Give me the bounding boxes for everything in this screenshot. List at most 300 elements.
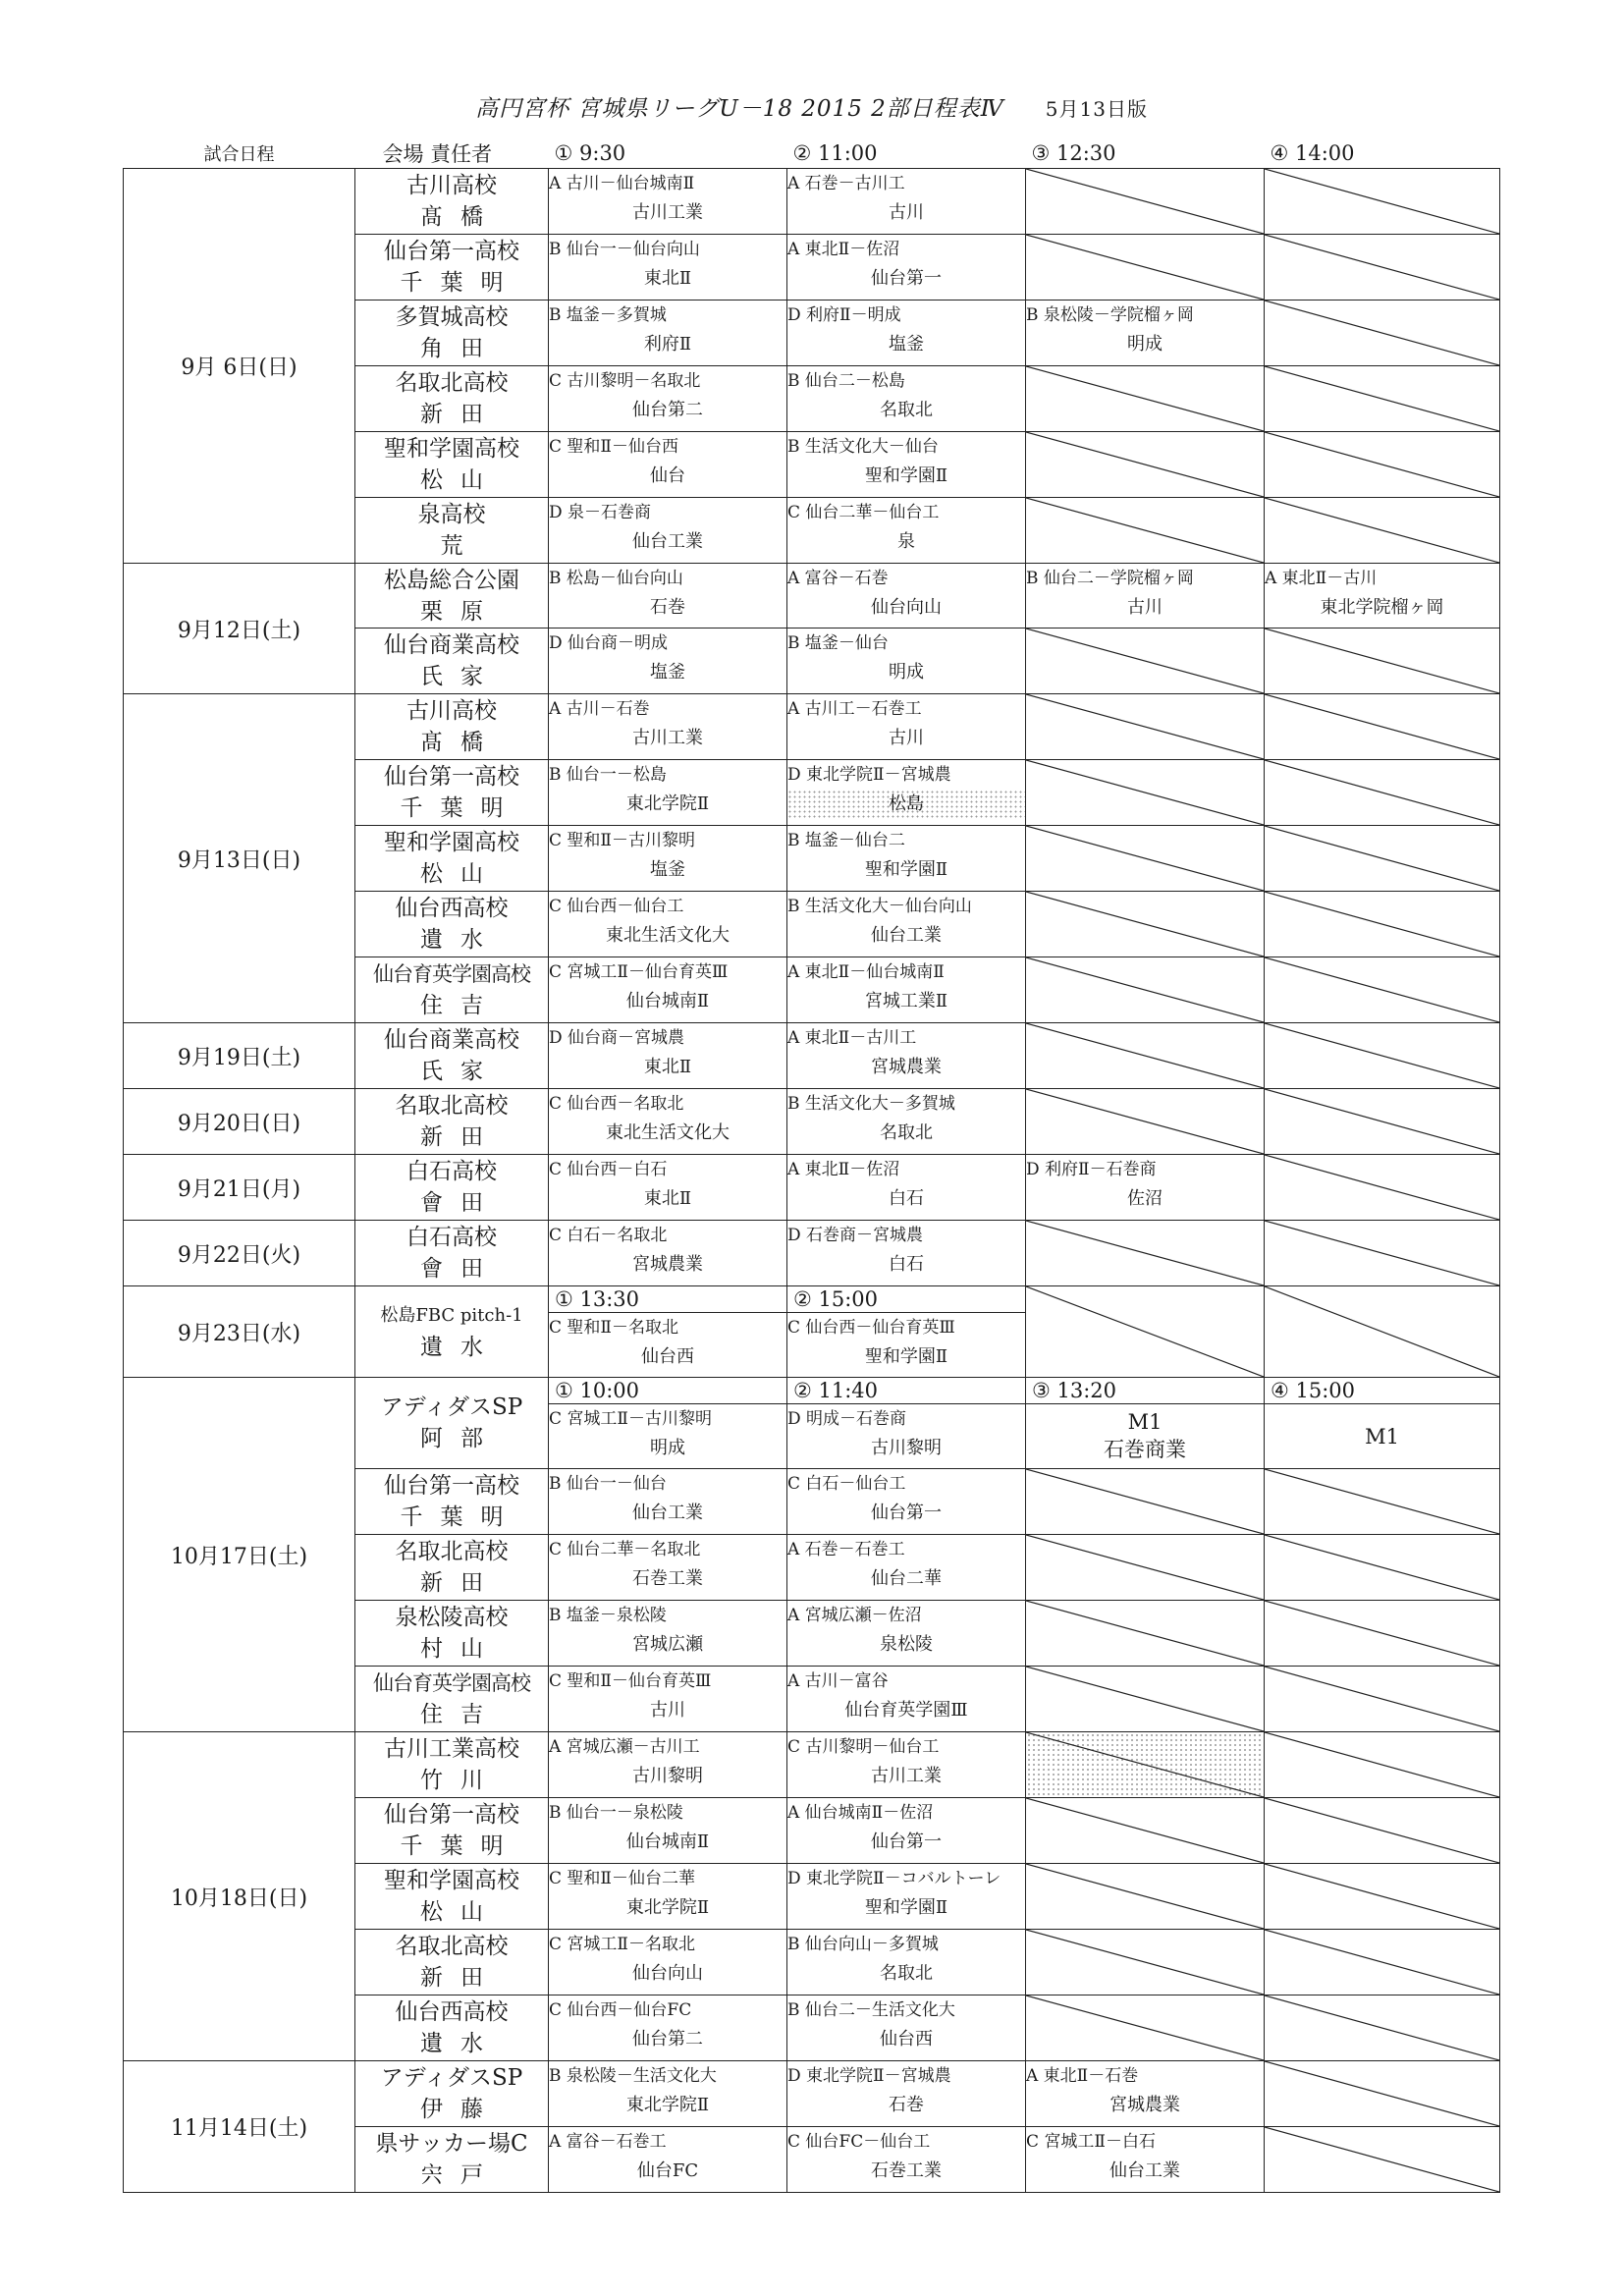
match-pairing: D 仙台商－宮城農 [549,1028,685,1048]
match-pairing: B 泉松陵－生活文化大 [549,2066,717,2086]
venue-name: 聖和学園高校 [384,1868,519,1893]
venue-manager: 伊藤 [420,2097,501,2122]
match-cell [549,1469,787,1535]
match-pairing: A 東北Ⅱ－仙台城南Ⅱ [787,962,945,982]
match-cell [1026,1404,1265,1469]
slot-time: ④ 15:00 [1265,1378,1500,1404]
match-cell [787,1864,1026,1930]
venue-row [124,169,1500,235]
venue-name: 仙台商業高校 [384,632,519,658]
match-pairing: D 泉－石巻商 [549,503,652,522]
match-pairing: B 仙台一－仙台 [549,1474,667,1494]
match-pairing: B 塩釜－仙台二 [787,831,905,850]
venue-cell [355,1535,549,1601]
empty-slot [1265,301,1500,366]
match-cell [549,1667,787,1732]
match-referee: 仙台第一 [871,1503,942,1523]
match-referee: 聖和学園Ⅱ [864,465,948,486]
match-referee: 聖和学園Ⅱ [864,1346,948,1367]
venue-manager: 千葉明 [400,1504,521,1530]
match-cell [549,2127,787,2193]
venue-manager: 阿部 [420,1426,501,1451]
match-cell [549,366,787,432]
match-cell [549,629,787,694]
slot-time: ③ 13:20 [1026,1378,1265,1404]
empty-slot [1026,235,1265,301]
match-date: 9月22日(火) [124,1221,355,1286]
empty-slot [1265,235,1500,301]
venue-name: 聖和学園高校 [384,830,519,855]
match-referee: 名取北 [880,400,933,420]
match-pairing: C 宮城工Ⅱ－白石 [1026,2132,1156,2152]
venue-manager: 遺水 [420,2031,501,2056]
match-cell [549,1930,787,1995]
venue-name: 仙台第一高校 [384,1473,519,1499]
match-cell [549,301,787,366]
match-date: 9月23日(水) [124,1286,355,1378]
match-pairing: C 仙台西－仙台工 [549,897,684,916]
match-pairing: B 生活文化大－多賀城 [787,1094,955,1114]
empty-slot [1265,957,1500,1023]
match-referee: 名取北 [880,1122,933,1143]
match-referee: 明成 [889,662,924,683]
venue-manager: 荒 [440,533,481,559]
venue-manager: 松山 [420,467,501,493]
match-cell [787,1732,1026,1798]
match-pairing: C 仙台西－名取北 [549,1094,684,1114]
empty-slot [1265,1089,1500,1155]
venue-row [124,2061,1500,2127]
match-pairing: A 古川－石巻 [549,699,650,719]
empty-slot [1265,1798,1500,1864]
match-pairing: A 古川－仙台城南Ⅱ [549,174,695,193]
empty-slot [1265,1732,1500,1798]
match-cell [787,301,1026,366]
match-pairing: C 仙台二華－名取北 [549,1540,701,1559]
match-pairing: B 塩釜－仙台 [787,633,889,653]
venue-row [124,1221,1500,1286]
venue-cell [355,760,549,826]
match-referee: 仙台城南Ⅱ [625,1831,710,1852]
match-referee: 宮城農業 [632,1254,703,1275]
match-pairing: C 宮城工Ⅱ－古川黎明 [549,1409,712,1429]
slot-time: ② 11:40 [787,1378,1026,1404]
venue-row [124,694,1500,760]
match-pairing: A 東北Ⅱ－古川 [1265,569,1378,588]
match-referee: 仙台 [650,465,685,486]
match-cell [787,892,1026,957]
match-referee: 古川工業 [632,728,703,748]
match-referee: 仙台育英学園Ⅲ [844,1700,968,1721]
venue-manager: 新田 [420,1124,501,1150]
empty-slot [1265,1864,1500,1930]
venue-cell [355,432,549,498]
venue-manager: 髙橋 [420,730,501,755]
match-referee: 古川工業 [632,202,703,223]
venue-manager: 千葉明 [400,1833,521,1859]
venue-manager: 村山 [420,1636,501,1662]
match-pairing: A 石巻－石巻工 [787,1540,905,1559]
venue-cell [355,1089,549,1155]
match-referee: 佐沼 [1127,1188,1163,1209]
match-pairing: C 古川黎明－名取北 [549,371,701,391]
venue-manager: 宍戸 [420,2162,501,2188]
venue-cell [355,1155,549,1221]
venue-cell [355,892,549,957]
match-referee: 仙台第二 [632,2029,703,2050]
venue-cell [355,366,549,432]
match-cell [549,432,787,498]
title-text: 高円宮杯 宮城県リーグU－18 2015 2部日程表Ⅳ [475,96,1004,122]
empty-slot [1026,1601,1265,1667]
match-referee: 東北学院Ⅱ [625,793,710,814]
match-cell [787,235,1026,301]
match-referee: 仙台FC [636,2160,699,2181]
empty-slot [1265,1667,1500,1732]
venue-cell [355,564,549,629]
match-referee: 泉 [897,531,915,552]
venue-manager: 松山 [420,861,501,887]
match-referee: 明成 [650,1438,685,1458]
match-pairing: B 仙台一－仙台向山 [549,240,700,259]
venue-cell [355,1221,549,1286]
venue-name: 白石高校 [406,1159,497,1184]
match-pairing: C 聖和Ⅱ－仙台二華 [549,1869,695,1888]
match-cell [549,1995,787,2061]
empty-slot [1026,1089,1265,1155]
empty-slot [1265,1221,1500,1286]
match-cell [787,169,1026,235]
match-referee: 聖和学園Ⅱ [864,859,948,880]
match-pairing: C 仙台西－白石 [549,1160,668,1179]
match-pairing: B 仙台向山－多賀城 [787,1935,939,1954]
empty-slot [1265,1155,1500,1221]
match-referee: 仙台城南Ⅱ [625,991,710,1011]
slot-time: ② 15:00 [787,1286,1026,1313]
match-cell [549,498,787,564]
venue-name: 仙台商業高校 [384,1027,519,1053]
match-cell [787,957,1026,1023]
match-cell [549,1404,787,1469]
match-referee: 仙台第一 [871,268,942,289]
match-pairing: C 古川黎明－仙台工 [787,1737,940,1757]
header-date: 試合日程 [203,144,275,165]
match-cell [549,957,787,1023]
match-referee: 仙台西 [880,2029,933,2050]
match-pairing: D 利府Ⅱ－石巻商 [1026,1160,1157,1179]
empty-slot [1026,1667,1265,1732]
match-referee: 東北Ⅱ [643,1057,692,1077]
empty-slot [1026,1930,1265,1995]
venue-cell [355,2127,549,2193]
match-referee: 聖和学園Ⅱ [864,1897,948,1918]
venue-cell [355,301,549,366]
match-referee: 東北学院Ⅱ [625,2095,710,2115]
venue-name: 名取北高校 [395,370,509,396]
match-referee: 東北Ⅱ [643,1188,692,1209]
match-cell [787,1404,1026,1469]
match-date: 9月20日(日) [124,1089,355,1155]
slot-time: ① 10:00 [549,1378,787,1404]
match-cell [787,1089,1026,1155]
venue-cell [355,1286,549,1378]
match-cell [549,1864,787,1930]
venue-manager: 角田 [420,336,501,361]
empty-slot [1026,498,1265,564]
match-referee: 古川 [889,202,924,223]
empty-slot [1026,1864,1265,1930]
match-pairing: C 白石－仙台工 [787,1474,906,1494]
match-cell [1026,1155,1265,1221]
match-date: 9月 6日(日) [124,169,355,564]
venue-name: 聖和学園高校 [384,436,519,462]
match-referee: 松島 [787,790,1025,819]
match-date: 11月14日(土) [124,2061,355,2193]
match-pairing: B 仙台二－生活文化大 [787,2000,955,2020]
venue-name: 古川工業高校 [384,1736,519,1762]
match-pairing: D 仙台商－明成 [549,633,669,653]
match-pairing: B 松島－仙台向山 [549,569,683,588]
slot-time-row [124,1378,1500,1404]
match-pairing: A 古川工－石巻工 [787,699,922,719]
empty-slot [1265,1601,1500,1667]
match-pairing: A 仙台城南Ⅱ－佐沼 [787,1803,934,1823]
empty-slot [1026,892,1265,957]
venue-name: アディダスSP [380,2065,523,2091]
match-referee: 東北学院榴ヶ岡 [1320,597,1444,618]
empty-slot [1265,1469,1500,1535]
match-referee: 仙台工業 [871,925,942,946]
header-venue: 会場 責任者 [355,138,549,169]
venue-manager: 氏家 [420,1059,501,1084]
empty-slot [1265,1535,1500,1601]
match-pairing: D 明成－石巻商 [787,1409,907,1429]
match-cell [549,169,787,235]
slot-time-row [124,1286,1500,1313]
match-pairing: B 塩釜－多賀城 [549,305,667,325]
venue-cell [355,1378,549,1469]
match-cell [787,2061,1026,2127]
match-referee: 白石 [889,1254,924,1275]
venue-manager: 遺水 [420,927,501,953]
empty-slot [1265,2127,1500,2193]
empty-slot [1265,1930,1500,1995]
empty-slot [1026,826,1265,892]
match-cell [1026,2061,1265,2127]
venue-cell [355,1601,549,1667]
empty-slot [1026,1469,1265,1535]
venue-row [124,1089,1500,1155]
header-slot-4: ④ 14:00 [1265,138,1500,169]
venue-name: 県サッカー場C [375,2131,528,2157]
match-cell [787,366,1026,432]
empty-slot [1265,760,1500,826]
match-referee: 古川工業 [871,1766,942,1786]
venue-name: 泉高校 [417,502,486,527]
match-pairing: C 仙台西－仙台FC [549,2000,692,2020]
match-referee: 石巻工業 [871,2160,942,2181]
match-pairing: B 泉松陵－学院榴ヶ岡 [1026,305,1194,325]
venue-manager: 松山 [420,1899,501,1925]
schedule-table [123,138,1500,2193]
match-pairing: B 仙台二－学院榴ヶ岡 [1026,569,1194,588]
match-cell [787,1535,1026,1601]
venue-cell [355,1930,549,1995]
match-pairing: A 石巻－古川工 [787,174,905,193]
match-pairing: A 富谷－石巻工 [549,2132,667,2152]
match-cell [787,1798,1026,1864]
venue-name: 白石高校 [406,1225,497,1250]
venue-name: 仙台第一高校 [384,764,519,790]
match-pairing: B 塩釜－泉松陵 [549,1606,667,1625]
match-referee: 石巻 [650,597,685,618]
empty-slot [1265,169,1500,235]
empty-slot [1265,826,1500,892]
match-cell [787,1601,1026,1667]
venue-name: 古川高校 [406,173,497,198]
match-date: 9月19日(土) [124,1023,355,1089]
empty-slot [1026,169,1265,235]
venue-cell [355,629,549,694]
match-referee: 古川黎明 [632,1766,703,1786]
match-cell [549,892,787,957]
match-referee: 東北生活文化大 [606,925,730,946]
empty-slot [1265,498,1500,564]
match-cell [787,1313,1026,1378]
match-pairing: A 東北Ⅱ－佐沼 [787,1160,900,1179]
match-pairing: B 仙台二－松島 [787,371,905,391]
match-pairing: A 古川－富谷 [787,1671,889,1691]
match-referee: 宮城農業 [1109,2095,1180,2115]
venue-manager: 栗原 [420,598,501,625]
match-cell [549,2061,787,2127]
venue-name: 多賀城高校 [395,304,509,330]
match-referee: 石巻商業 [1104,1437,1186,1461]
match-referee: 泉松陵 [880,1634,933,1655]
venue-name: 泉松陵高校 [395,1605,509,1630]
match-cell [549,760,787,826]
match-referee: 東北Ⅱ [643,268,692,289]
venue-cell [355,498,549,564]
match-referee: 石巻工業 [632,1568,703,1589]
match-pairing: C 聖和Ⅱ－仙台西 [549,437,678,457]
empty-slot [1265,366,1500,432]
venue-name: 松島FBC pitch-1 [380,1305,523,1326]
venue-manager: 住吉 [420,993,501,1018]
venue-cell [355,169,549,235]
match-pairing: A 富谷－石巻 [787,569,889,588]
match-cell [549,235,787,301]
match-cell [1026,2127,1265,2193]
match-cell [787,760,1026,826]
venue-manager: 會田 [420,1256,501,1282]
match-referee: 仙台工業 [632,531,703,552]
venue-row [124,1155,1500,1221]
match-referee: 東北生活文化大 [606,1122,730,1143]
venue-cell [355,826,549,892]
match-pairing: D 東北学院Ⅱ－コバルトーレ [787,1869,1001,1888]
match-pairing: A 東北Ⅱ－石巻 [1026,2066,1139,2086]
match-pairing: C 聖和Ⅱ－仙台育英Ⅲ [549,1671,712,1691]
venue-manager: 氏家 [420,664,501,689]
empty-slot [1026,366,1265,432]
venue-name: 仙台第一高校 [384,1802,519,1828]
match-cell [549,1089,787,1155]
match-referee: 古川 [1127,597,1163,618]
empty-slot [1026,432,1265,498]
empty-slot [1265,1023,1500,1089]
match-date: 9月12日(土) [124,564,355,694]
venue-manager: 住吉 [420,1702,501,1727]
match-cell [549,564,787,629]
match-pairing: C 仙台FC－仙台工 [787,2132,931,2152]
venue-cell [355,1864,549,1930]
match-pairing: D 利府Ⅱ－明成 [787,305,901,325]
match-cell [787,694,1026,760]
match-cell [787,564,1026,629]
match-pairing: D 東北学院Ⅱ－宮城農 [787,765,951,785]
empty-slot [1026,1221,1265,1286]
venue-name: 名取北高校 [395,1539,509,1564]
match-pairing: C 宮城工Ⅱ－名取北 [549,1935,695,1954]
match-date: 10月17日(土) [124,1378,355,1732]
venue-manager: 會田 [420,1190,501,1216]
match-cell [549,1732,787,1798]
match-referee: 東北学院Ⅱ [625,1897,710,1918]
venue-name: アディダスSP [380,1394,523,1420]
match-cell [787,629,1026,694]
empty-slot [1026,760,1265,826]
venue-manager: 新田 [420,1965,501,1991]
venue-cell [355,1023,549,1089]
empty-slot [1026,957,1265,1023]
empty-slot [1026,629,1265,694]
match-cell [1265,564,1500,629]
match-pairing: B 仙台一－泉松陵 [549,1803,683,1823]
match-cell [787,432,1026,498]
match-referee: 塩釜 [650,662,685,683]
header-slot-1: ① 9:30 [549,138,787,169]
venue-row [124,1023,1500,1089]
empty-slot [1026,1535,1265,1601]
match-referee: 仙台二華 [871,1568,942,1589]
match-referee: 宮城農業 [871,1057,942,1077]
match-cell [549,1535,787,1601]
match-cell [1265,1404,1500,1469]
match-cell [787,826,1026,892]
match-cell [549,1313,787,1378]
match-cell [549,1155,787,1221]
venue-manager: 髙橋 [420,204,501,230]
match-referee: 古川 [889,728,924,748]
match-cell [787,1995,1026,2061]
match-referee: 塩釜 [650,859,685,880]
venue-cell [355,1995,549,2061]
empty-slot [1265,1995,1500,2061]
venue-name: 名取北高校 [395,1093,509,1119]
empty-slot [1265,694,1500,760]
venue-name: 仙台西高校 [395,896,509,921]
venue-manager: 遺水 [420,1335,501,1360]
match-pairing: C 仙台西－仙台育英Ⅲ [787,1318,955,1338]
match-pairing: D 東北学院Ⅱ－宮城農 [787,2066,951,2086]
empty-slot [1026,694,1265,760]
empty-slot [1265,2061,1500,2127]
match-referee: 仙台向山 [871,597,942,618]
page-title [0,90,1623,123]
venue-name: 仙台育英学園高校 [373,1671,530,1695]
empty-slot [1265,1286,1500,1378]
